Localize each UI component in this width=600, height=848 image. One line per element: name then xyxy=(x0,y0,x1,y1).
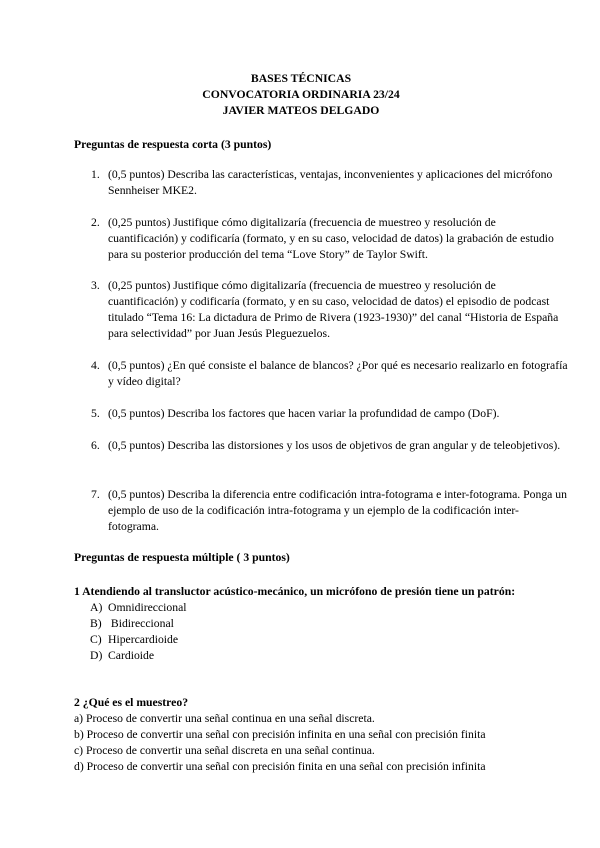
short-question-5 xyxy=(74,406,568,422)
header-subject: BASES TÉCNICAS xyxy=(250,72,352,85)
question-text: (0,5 puntos) ¿En qué consiste el balance de blancos? ¿Por qué es necesario realizarlo en fotografía y vídeo digital? xyxy=(108,359,568,388)
option-letter: D) xyxy=(90,649,103,662)
question-text: (0,5 puntos) Describa la diferencia entre codificación intra-fotograma e inter-fotograma. Ponga un ejemplo de uso de la codificación intra-fotograma y un ejemplo de la codificación inter-fotograma. xyxy=(108,488,567,533)
mc-option-a xyxy=(90,600,534,616)
question-number: 1. xyxy=(91,168,100,181)
multiple-question-2 xyxy=(74,695,544,775)
question-number: 2. xyxy=(91,216,100,229)
mc-option-b: b) Proceso de convertir una señal con precisión infinita en una señal con precisión finita xyxy=(74,728,486,741)
mc-option-b xyxy=(90,616,534,632)
short-question-6 xyxy=(74,438,568,454)
option-letter: A) xyxy=(90,601,103,614)
mc-question-text: 2 ¿Qué es el muestreo? xyxy=(74,696,189,709)
short-question-7 xyxy=(74,487,568,535)
mc-question-text: 1 Atendiendo al transluctor acústico-mecánico, un micrófono de presión tiene un patrón: xyxy=(74,585,516,598)
multiple-question-1 xyxy=(74,584,534,664)
mc-option-c: c) Proceso de convertir una señal discreta en una señal continua. xyxy=(74,744,375,757)
question-number: 4. xyxy=(91,359,100,372)
option-letter: B) xyxy=(90,617,102,630)
question-text: (0,5 puntos) Describa las distorsiones y los usos de objetivos de gran angular y de teleobjetivos). xyxy=(108,439,561,452)
option-text: Bidireccional xyxy=(108,617,174,630)
question-number: 3. xyxy=(91,279,100,292)
question-number: 6. xyxy=(91,439,100,452)
question-text: (0,5 puntos) Describa las características, ventajas, inconvenientes y aplicaciones del micrófono Sennheiser MKE2. xyxy=(108,168,553,197)
question-number: 5. xyxy=(91,407,100,420)
short-answer-section-title: Preguntas de respuesta corta (3 puntos) xyxy=(74,138,272,151)
exam-header xyxy=(0,71,600,119)
mc-option-a: a) Proceso de convertir una señal continua en una señal discreta. xyxy=(74,712,375,725)
mc-option-list xyxy=(74,711,544,775)
header-author: JAVIER MATEOS DELGADO xyxy=(222,104,380,117)
header-call: CONVOCATORIA ORDINARIA 23/24 xyxy=(202,88,400,101)
mc-option-c xyxy=(90,632,534,648)
short-question-4 xyxy=(74,358,568,390)
mc-option-d: d) Proceso de convertir una señal con precisión finita en una señal con precisión infinita xyxy=(74,760,486,773)
short-question-3 xyxy=(74,278,568,342)
short-question-1 xyxy=(74,167,568,199)
option-letter: C) xyxy=(90,633,102,646)
mc-option-d xyxy=(90,648,534,664)
question-text: (0,5 puntos) Describa los factores que hacen variar la profundidad de campo (DoF). xyxy=(108,407,500,420)
short-question-2 xyxy=(74,215,568,263)
question-text: (0,25 puntos) Justifique cómo digitalizaría (frecuencia de muestreo y resolución de cuantificación) y codificaría (formato, y en su caso, velocidad de datos) la grabación de estudio para su posterior producción del tema “Love Story” de Taylor Swift. xyxy=(108,216,554,261)
option-text: Omnidireccional xyxy=(108,601,187,614)
question-text: (0,25 puntos) Justifique cómo digitalizaría (frecuencia de muestreo y resolución de cuantificación) y codificaría (formato, y en su caso, velocidad de datos) el episodio de podcast titulado “Tema 16: La dictadura de Primo de Rivera (1923-1930)” del canal “Historia de España para selectividad” por Juan Jesús Pleguezuelos. xyxy=(108,279,559,340)
option-text: Cardioide xyxy=(108,649,155,662)
multiple-choice-section-title: Preguntas de respuesta múltiple ( 3 puntos) xyxy=(74,551,290,564)
question-number: 7. xyxy=(91,488,100,501)
option-text: Hipercardioide xyxy=(108,633,179,646)
mc-option-list xyxy=(74,600,534,664)
